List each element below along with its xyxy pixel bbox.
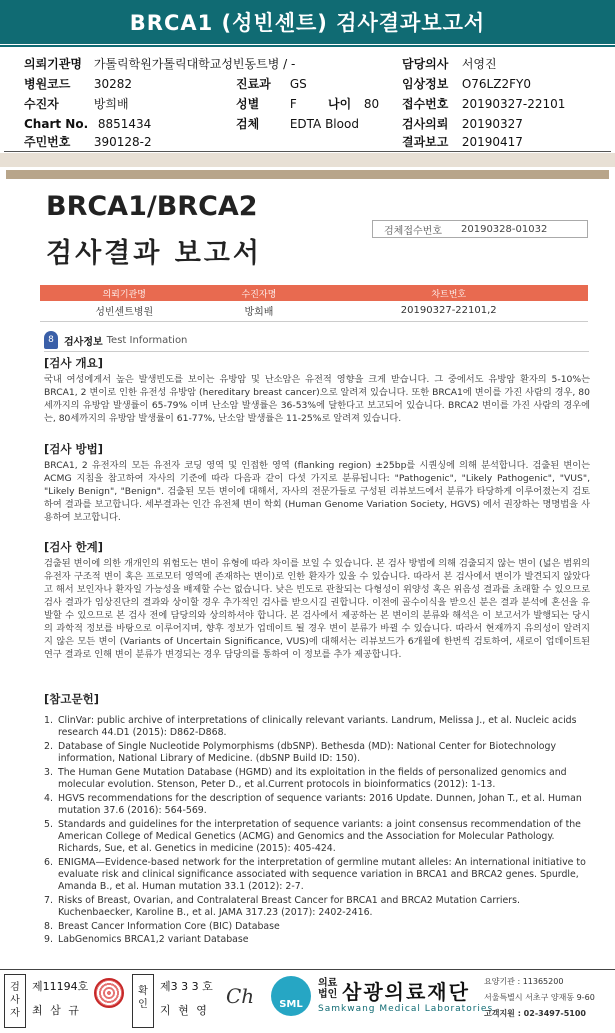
examiner-no: 제11194호	[32, 980, 89, 993]
table-header-institution: 의뢰기관명	[40, 285, 208, 301]
specimen-receipt-value: 20190328-01032	[461, 223, 548, 235]
department-row	[236, 74, 307, 94]
list-item: 5. Standards and guidelines for the interpretation of sequence variants: a joint consensus recommendation of the American College of Medical Genetics (ACMG) and Genomics and the Association for Molecular Pathology. Richards, Sue, et al. Genetics in medicine (2015): 405-424.	[44, 818, 581, 855]
examinee-row	[24, 94, 129, 114]
contact-phone: 고객지원 : 02-3497-5100	[484, 1009, 586, 1018]
report-title-line2: 검사결과 보고서	[46, 238, 262, 269]
institution-value: 가톨릭학원가톨릭대학교성빈동트병 / -	[93, 57, 296, 71]
scan-top-strip	[6, 170, 609, 179]
institution-label: 의뢰기관명	[24, 57, 82, 71]
list-item: 2. Database of Single Nucleotide Polymorphisms (dbSNP). Bethesda (MD): National Center for Biotechnology information, National Library of Medicine. (dbSNP Build ID: 150).	[44, 740, 557, 765]
institution-row	[24, 54, 295, 74]
method-text: BRCA1, 2 유전자의 모든 유전자 코딩 영역 및 인접한 영역 (flanking region) ±25bp를 시퀀싱에 의해 분석합니다. 검출된 변이는 ACMG 지침을 참고하여 자사의 기준에 따라 다음과 같이 다섯 가지로 분류됩니다: "Pathogenic", "Likely Pathogenic", "VUS", "Likely Benign", "Benign". 검출된 모든 변이에 대해서, 자사의 전문가들로 구성된 리뷰보드에서 분류가 타당하게 이루어졌는지 검토하여 결과를 보고합니다. 세부결과는 인간 유전체 변이 학회 (Human Genome Variation Society, HGVS) 에서 권장하는 명명법을 사용하여 보고합니다.	[44, 460, 590, 523]
chart-no-value: 8851434	[97, 117, 152, 131]
examinee-value: 방희배	[93, 97, 129, 111]
confirm-label: 확인	[138, 986, 148, 1010]
table-header-chart-no: 차트번호	[309, 285, 588, 301]
report-date-label: 결과보고	[402, 135, 449, 149]
references-list	[44, 715, 594, 948]
sex-row	[236, 94, 297, 114]
table-cell-examinee: 방희배	[208, 301, 309, 321]
report-title-line1: BRCA1/BRCA2	[46, 191, 258, 222]
contact-code: 요양기관 : 11365200	[484, 977, 564, 986]
list-item: 7. Risks of Breast, Ovarian, and Contralateral Breast Cancer for BRCA1 and BRCA2 Mutation Carriers. Kuchenbaecker, Karoline B., et al. JAMA 317.23 (2017): 2402-2416.	[44, 894, 520, 919]
table-cell-institution: 성빈센트병원	[40, 301, 208, 321]
physician-value: 서영진	[461, 57, 497, 71]
list-item: 6. ENIGMA—Evidence-based network for the interpretation of germline mutant alleles: An international initiative to evaluate risk and clinical significance associated with sequence variation in BRCA1 and BRCA2 genes. Spurdle, Amanda B., et al. Human mutation 33.1 (2012): 2-7.	[44, 856, 586, 893]
sml-logo-text: SML	[279, 999, 303, 1010]
chart-no-label: Chart No.	[24, 117, 89, 131]
title-divider	[0, 45, 615, 47]
list-item: 9. LabGenomics BRCA1,2 variant Database	[44, 934, 249, 946]
specimen-receipt-label: 검체접수번호	[384, 225, 442, 237]
physician-label: 담당의사	[402, 57, 449, 71]
logo-name: 삼광의료재단	[342, 980, 470, 1004]
receipt-no-row	[402, 94, 565, 114]
hospital-code-value: 30282	[93, 77, 133, 91]
physician-row	[402, 54, 497, 74]
page-title-text: BRCA1 (성빈센트) 검사결과보고서	[129, 11, 486, 35]
sex-label: 성별	[236, 97, 260, 111]
logo-prefix-2: 법인	[318, 989, 338, 1000]
limit-heading: [검사 한계]	[44, 540, 103, 554]
report-info-table	[40, 285, 588, 322]
seal-stamp	[94, 978, 124, 1008]
specimen-row	[236, 114, 359, 134]
clinical-info-label: 임상정보	[402, 77, 449, 91]
specimen-value: EDTA Blood	[289, 117, 359, 131]
list-item: 3. The Human Gene Mutation Database (HGMD) and its exploitation in the fields of personalized genomics and molecular evolution. Stenson, Peter D., et al.Current protocols in bioinformatics (2012): 1-13.	[44, 766, 567, 791]
hospital-code-label: 병원코드	[24, 77, 71, 91]
clinical-info-value: O76LZ2FY0	[461, 77, 531, 91]
contact-address: 서울특별시 서초구 양재동 9-60	[484, 993, 595, 1002]
references-heading: [참고문헌]	[44, 692, 99, 706]
receipt-no-value: 20190327-22101	[461, 97, 566, 111]
test-info-header	[44, 331, 187, 349]
limit-text: 검출된 변이에 의한 개개인의 위험도는 변이 유형에 따라 차이를 보일 수 있습니다. 본 검사 방법에 의해 검출되지 않는 변이 (넓은 범위의 유전자 구조적 변이 혹은 프로모터 영역에 존재하는 변이)로 인한 환자가 있을 수 있습니다. 따라서 본 검사에서 변이가 발견되지 않았다고 해서 보인자나 환자일 가능성을 배제할 수는 없습니다. 낮은 빈도로 관찰되는 다형성이 위양성 혹은 위음성 결과를 초래할 수 있으므로 검사 결과가 임상진단의 결과와 상이할 경우 추가적인 검사를 받으시길 권합니다. 이전에 골수이식을 받으신 분은 결과 분석에 혼선을 유발할 수 있으므로 본 검사 전에 담당의와 상의하셔야 합니다. 본 검사에서 제공하는 본 변이의 분류와 해석은 이 보고서가 발행되는 당시의 과학적 정보를 바탕으로 이루어지며, 향후 정보가 업데이트 될 경우 변이 분류가 바뀔 수 있습니다. 따라서 현재까지 유의성이 알려지지 않은 모든 변이 (Variants of Uncertain Significance, VUS)에 대해서는 리뷰보드가 6개월에 한번씩 검토하여, 새로이 업데이트된 연구 결과로 인해 변이 분류가 변경되는 경우 담당의를 통하여 이 정보를 추가 제공합니다.	[44, 558, 590, 660]
age-value: 80	[363, 97, 380, 111]
examiner-name: 최 삼 규	[32, 1004, 81, 1017]
logo-english: Samkwang Medical Laboratories	[318, 1004, 494, 1014]
sml-logo-icon	[271, 976, 311, 1016]
list-item: 1. ClinVar: public archive of interpretations of clinically relevant variants. Landrum, Melissa J., et al. Nucleic acids research 44.D1 (2015): D862-D868.	[44, 715, 577, 739]
confirm-label-box	[132, 974, 154, 1028]
overview-heading: [검사 개요]	[44, 356, 103, 370]
age-row	[328, 94, 379, 114]
request-date-label: 검사의뢰	[402, 117, 449, 131]
list-item: 4. HGVS recommendations for the description of sequence variants: 2016 Update. Dunnen, Johan T., et al. Human mutation 37.6 (2016): 564-569.	[44, 792, 582, 816]
logo-prefix-1: 의료	[318, 978, 338, 989]
ribbon-icon: 8	[44, 331, 58, 349]
specimen-label: 검체	[236, 117, 260, 131]
department-label: 진료과	[236, 77, 271, 91]
confirm-no: 제3 3 3 호	[160, 980, 213, 993]
header-divider	[4, 151, 611, 152]
hospital-code-row	[24, 74, 132, 94]
table-cell-chart-no: 20190327-22101,2	[309, 301, 588, 321]
examiner-label-box	[4, 974, 26, 1028]
department-value: GS	[289, 77, 307, 91]
clinical-info-row	[402, 74, 531, 94]
resident-no-row	[24, 132, 152, 152]
footer	[0, 969, 615, 1033]
confirm-name: 지 현 영	[160, 1004, 209, 1017]
list-item: 8. Breast Cancer Information Core (BIC) Database	[44, 920, 280, 932]
specimen-receipt-box	[372, 220, 588, 238]
table-header-examinee: 수진자명	[208, 285, 309, 301]
chart-no-row	[24, 114, 151, 134]
test-info-title: 검사정보	[64, 336, 103, 348]
examiner-label: 검사자	[10, 982, 20, 1019]
page-title	[0, 0, 615, 44]
sex-value: F	[289, 97, 297, 111]
scanned-report	[8, 179, 608, 969]
resident-no-value: 390128-2	[93, 135, 152, 149]
section-divider	[44, 351, 589, 352]
report-date-row	[402, 132, 523, 152]
signature: Ch	[226, 984, 255, 1008]
scan-gap	[0, 153, 615, 167]
resident-no-label: 주민번호	[24, 135, 71, 149]
request-date-value: 20190327	[461, 117, 523, 131]
receipt-no-label: 접수번호	[402, 97, 449, 111]
test-info-title-en: Test Information	[106, 334, 188, 346]
method-heading: [검사 방법]	[44, 442, 103, 456]
examinee-label: 수진자	[24, 97, 59, 111]
age-label: 나이	[328, 97, 352, 111]
report-date-value: 20190417	[461, 135, 523, 149]
request-date-row	[402, 114, 523, 134]
overview-text: 국내 여성에게서 높은 발생빈도를 보이는 유방암 및 난소암은 유전적 영향을 크게 받습니다. 그 중에서도 유방암 환자의 5-10%는 BRCA1, 2 변이로 인한 유전성 유방암 (hereditary breast cancer)으로 알려져 있습니다. 또한 BRCA1에 변이를 가진 사람의 경우, 80세까지의 유방암 발생률이 65-79% 이며 난소암 발생률은 36-53%에 달한다고 보고되어 있습니다. BRCA2 변이를 가진 사람의 경우에는, 80세까지의 유방암 발생률이 61-77%, 난소암 발생률은 11-25%로 알려져 있습니다.	[44, 374, 590, 424]
